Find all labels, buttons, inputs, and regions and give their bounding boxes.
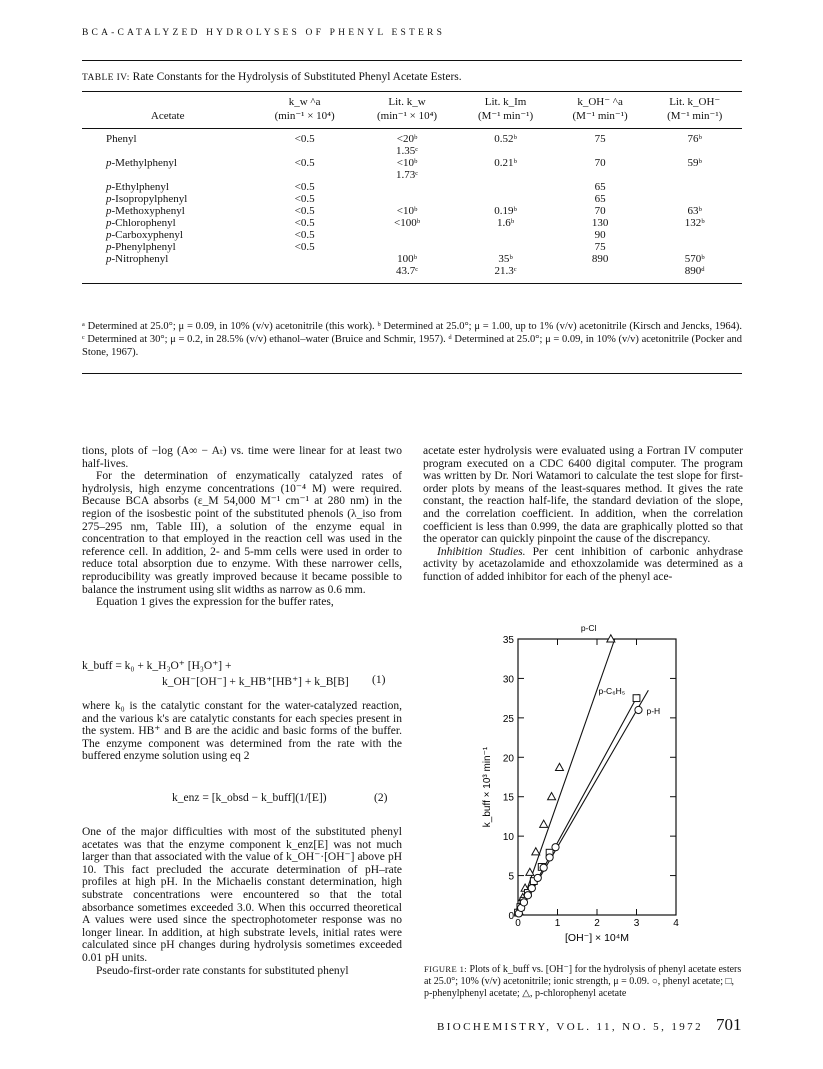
para-prefix: p bbox=[106, 241, 112, 253]
figure-label: FIGURE 1: bbox=[424, 964, 468, 974]
marker-triangle bbox=[532, 848, 540, 855]
cell-value: <10ᵇ bbox=[396, 157, 418, 169]
figure-1-chart bbox=[460, 625, 710, 955]
cell-value: 132ᵇ bbox=[684, 217, 705, 229]
table-row bbox=[82, 241, 742, 253]
cell-value: <20ᵇ bbox=[396, 133, 418, 145]
table-row bbox=[82, 217, 742, 229]
header-label: k_w ^a bbox=[288, 96, 321, 108]
table-header-row bbox=[82, 91, 742, 129]
y-tick-label: 0 bbox=[508, 911, 514, 922]
chart-labels bbox=[482, 625, 660, 944]
table-cell-kw: <0.5 bbox=[294, 217, 315, 229]
para-prefix: p bbox=[106, 157, 112, 169]
header-label: Acetate bbox=[150, 110, 185, 122]
table-header-cell bbox=[356, 91, 458, 129]
table-cell-kw: <0.5 bbox=[294, 241, 315, 253]
x-tick-label: 4 bbox=[673, 918, 679, 929]
section-rule bbox=[82, 373, 742, 374]
header-unit: (M⁻¹ min⁻¹) bbox=[477, 110, 534, 122]
y-tick-label: 30 bbox=[502, 674, 514, 686]
cell-value: <100ᵇ bbox=[393, 217, 421, 229]
table-cell-koh: 65 bbox=[594, 193, 606, 205]
table-cell-litkim bbox=[458, 193, 553, 205]
cell-value: 63ᵇ bbox=[687, 205, 702, 217]
rate-constants-table bbox=[82, 91, 742, 281]
table-cell-kw: <0.5 bbox=[294, 157, 315, 169]
table-cell-name: p-Chlorophenyl bbox=[106, 217, 176, 229]
header-unit: (M⁻¹ min⁻¹) bbox=[572, 110, 628, 122]
table-label: TABLE IV: bbox=[82, 73, 130, 83]
para-prefix: p bbox=[106, 229, 112, 241]
para-prefix: p bbox=[106, 205, 112, 217]
paragraph: tions, plots of −log (A∞ − Aₜ) vs. time were linear for at least two half-lives. bbox=[82, 445, 402, 470]
table-cell-litkim bbox=[458, 181, 553, 193]
table-row bbox=[82, 253, 742, 281]
table-cell-litkoh bbox=[647, 217, 742, 229]
table-cell-name: p-Carboxyphenyl bbox=[106, 229, 183, 241]
header-label: Lit. k_Im bbox=[484, 96, 527, 108]
marker-circle bbox=[552, 844, 559, 851]
table-cell-koh: 70 bbox=[594, 157, 606, 169]
paragraph: For the determination of enzymatically catalyzed rates of hydrolysis, high enzyme concentrations (10⁻⁴ M) were required. Because BCA absorbs (ε_M 54,000 M⁻¹ cm⁻¹ at 280 nm) in the region of the isosbestic point of the substituted phenols (λ_iso from 275–295 nm, Table III), a solution of the enzyme equal in concentration to that employed in the reaction cell was used in the reference cell. In addition, 2- and 5-mm cells were used in order to reduce total absorption due to enzyme. With these narrower cells, reproducibility was greatly improved because it became possible to balance the instrument using slit widths as narrow as 0.6 mm. bbox=[82, 470, 402, 596]
table-cell-name: p-Phenylphenyl bbox=[106, 241, 176, 253]
x-tick-label: 1 bbox=[554, 918, 561, 929]
table-cell-litkw bbox=[356, 205, 458, 217]
left-column-bottom bbox=[82, 826, 402, 977]
x-tick-label: 2 bbox=[594, 918, 600, 929]
table-row bbox=[82, 181, 742, 193]
header-unit: (M⁻¹ min⁻¹) bbox=[667, 110, 723, 122]
table-header-cell bbox=[253, 91, 355, 129]
table-cell-name: p-Nitrophenyl bbox=[106, 253, 169, 265]
paragraph-text: Per cent inhibition of carbonic anhydrase activity by acetazolamide and ethoxzolamide was determined as a function of added inhibitor for each of the phenyl ace- bbox=[423, 545, 743, 583]
y-tick-label: 5 bbox=[508, 871, 514, 883]
left-column-mid bbox=[82, 700, 402, 763]
table-cell-litkoh bbox=[647, 193, 742, 205]
table-row bbox=[82, 157, 742, 181]
table-cell-litkoh bbox=[647, 181, 742, 193]
table-cell-litkw bbox=[356, 129, 458, 158]
figure-caption-text: Plots of k_buff vs. [OH⁻] for the hydrolysis of phenyl acetate esters at 25.0°; 10% (v/v) acetonitrile; ionic strength, μ = 0.09. ○, phenyl acetate; □, p-phenylphenyl acetate; △, p-chlorophenyl acetate bbox=[424, 964, 742, 999]
cell-value: 76ᵇ bbox=[687, 133, 702, 145]
figure-caption bbox=[424, 963, 742, 1000]
marker-triangle bbox=[555, 763, 563, 770]
table-cell-litkoh bbox=[647, 229, 742, 241]
y-tick-label: 15 bbox=[502, 792, 514, 804]
table-cell-litkim: 1.6ᵇ bbox=[496, 217, 515, 229]
table-footnote: ᵃ Determined at 25.0°; μ = 0.09, in 10% (v/v) acetonitrile (this work). ᵇ Determined at 25.0°; μ = 1.00, up to 1% (v/v) acetonitrile (Kirsch and Jencks, 1964). ᶜ Determined at 30°; μ = 0.2, in 28.5% (v/v) ethanol–water (Bruice and Schmir, 1957). ᵈ Determined at 25.0°; μ = 0.09, in 10% (v/v) acetonitrile (Pocker and Stone, 1967). bbox=[82, 321, 742, 358]
equation-2: k_enz = [k_obsd − k_buff](1/[E]) bbox=[172, 792, 327, 804]
table-cell-litkw bbox=[356, 193, 458, 205]
cell-value: 43.7ᶜ bbox=[396, 265, 419, 277]
marker-circle bbox=[528, 885, 535, 892]
table-cell-kw: <0.5 bbox=[294, 193, 315, 205]
table-cell-litkw bbox=[356, 217, 458, 229]
table-cell-litkoh bbox=[647, 205, 742, 217]
table-cell-litkim: 35ᵇ 21.3ᶜ bbox=[494, 253, 517, 277]
marker-circle bbox=[635, 706, 642, 713]
left-column bbox=[82, 445, 402, 609]
para-prefix: p bbox=[106, 181, 112, 193]
right-column bbox=[423, 445, 743, 584]
table-title: Rate Constants for the Hydrolysis of Substituted Phenyl Acetate Esters. bbox=[132, 71, 462, 83]
table-cell-litkoh bbox=[647, 253, 742, 281]
header-unit: (min⁻¹ × 10⁴) bbox=[376, 110, 438, 122]
table-cell-koh: 75 bbox=[594, 241, 606, 253]
table-caption bbox=[82, 71, 462, 83]
para-prefix: p bbox=[106, 217, 112, 229]
table-cell-koh: 890 bbox=[591, 253, 609, 265]
header-label: k_OH⁻ ^a bbox=[577, 96, 623, 108]
table-cell-kw: <0.5 bbox=[294, 229, 315, 241]
table-row bbox=[82, 129, 742, 158]
header-label: Lit. k_OH⁻ bbox=[669, 96, 721, 108]
journal-footer: BIOCHEMISTRY, VOL. 11, NO. 5, 1972 bbox=[437, 1021, 703, 1033]
table-cell-name: p-Methylphenyl bbox=[106, 157, 177, 169]
table-cell-name: p-Methoxyphenyl bbox=[106, 205, 185, 217]
cell-value: 570ᵇ bbox=[684, 253, 705, 265]
table-cell-litkim: 0.52ᵇ bbox=[494, 133, 517, 145]
table-cell-kw: <0.5 bbox=[294, 181, 315, 193]
series-label: p-C₆H₅ bbox=[598, 686, 626, 697]
para-prefix: p bbox=[106, 253, 112, 265]
table-cell-litkoh bbox=[647, 129, 742, 158]
marker-circle bbox=[524, 892, 531, 899]
cell-value: 890ᵈ bbox=[684, 265, 705, 277]
marker-circle bbox=[540, 864, 547, 871]
cell-value: 59ᵇ bbox=[687, 157, 702, 169]
table-cell-koh: 130 bbox=[591, 217, 609, 229]
table-row bbox=[82, 193, 742, 205]
table-cell-koh: 90 bbox=[594, 229, 606, 241]
paragraph: acetate ester hydrolysis were evaluated using a Fortran IV computer program executed on a CDC 6400 digital computer. The program was written by Dr. Nori Watamori to calculate the test slope for first-order plots by means of the least-squares method. It gives the rate constant, the reaction half-life, the standard deviation of the slope, and the correlation coefficient. In addition, when the correlation coefficient is less than 0.999, the data are graphically plotted so that the operator can quickly pinpoint the cause of the discrepancy. bbox=[423, 445, 743, 546]
table-cell-litkw bbox=[356, 157, 458, 181]
cell-value: <10ᵇ bbox=[396, 205, 418, 217]
table-header-cell bbox=[458, 91, 553, 129]
equation-2-number: (2) bbox=[374, 792, 388, 804]
paragraph: One of the major difficulties with most of the substituted phenyl acetates was that the enzyme component k_enz[E] was not much larger than that associated with the value of k_OH⁻·[OH⁻] above pH 10. This fact precluded the accurate determination of pH–rate profiles at high pH. In the Michaelis constant determination, high substrate concentrations were encountered so that the total absorbance sometimes exceeded 3.0. When this occurred theoretical A values were used since the spectrophotometer response was no longer linear. In addition, at high substrate levels, initial rates were calculated since pH changes during hydrolysis sometimes exceeded 0.01 pH units. bbox=[82, 826, 402, 964]
y-axis-label: k_buff × 10³ min⁻¹ bbox=[482, 746, 493, 828]
table-cell-litkw bbox=[356, 241, 458, 253]
table-header-cell bbox=[553, 91, 648, 129]
x-tick-label: 3 bbox=[633, 918, 640, 929]
x-tick-label: 0 bbox=[515, 918, 521, 929]
y-tick-label: 20 bbox=[502, 753, 514, 765]
table-cell-name: p-Ethylphenyl bbox=[106, 181, 169, 193]
marker-square bbox=[633, 695, 640, 702]
para-prefix: p bbox=[106, 193, 112, 205]
table-cell-litkoh bbox=[647, 157, 742, 181]
table-bottom-rule bbox=[82, 283, 742, 284]
header-unit: (min⁻¹ × 10⁴) bbox=[274, 110, 335, 122]
cell-value: 1.73ᶜ bbox=[396, 169, 419, 181]
table-cell-litkim: 0.19ᵇ bbox=[494, 205, 517, 217]
table-row bbox=[82, 229, 742, 241]
equation-1-line2: k_OH⁻[OH⁻] + k_HB⁺[HB⁺] + k_B[B] bbox=[162, 676, 349, 688]
series-label: p-H bbox=[646, 705, 661, 716]
marker-circle bbox=[546, 854, 553, 861]
table-row bbox=[82, 205, 742, 217]
chart-markers bbox=[515, 635, 642, 917]
paragraph: Equation 1 gives the expression for the buffer rates, bbox=[96, 596, 334, 609]
table-cell-litkim bbox=[458, 241, 553, 253]
table-cell-kw bbox=[253, 253, 355, 281]
top-rule bbox=[82, 60, 742, 61]
table-cell-kw: <0.5 bbox=[294, 205, 315, 217]
running-head: BCA-CATALYZED HYDROLYSES OF PHENYL ESTERS bbox=[82, 28, 446, 38]
page-number: 701 bbox=[716, 1015, 742, 1034]
marker-triangle bbox=[548, 793, 556, 800]
table-cell-litkim: 0.21ᵇ bbox=[494, 157, 517, 169]
paragraph: Pseudo-first-order rate constants for substituted phenyl bbox=[96, 964, 349, 977]
table-body bbox=[82, 129, 742, 282]
paragraph bbox=[423, 546, 743, 584]
table-cell-kw: <0.5 bbox=[294, 133, 315, 145]
y-tick-label: 25 bbox=[502, 713, 514, 725]
table-cell-litkw bbox=[356, 253, 458, 281]
table-cell-koh: 75 bbox=[594, 133, 606, 145]
marker-circle bbox=[534, 874, 541, 881]
chart-fit-lines bbox=[518, 639, 648, 915]
paragraph: where k₀ is the catalytic constant for the water-catalyzed reaction, and the various k's are catalytic constants for each species present in the system. HB⁺ and B are the acidic and basic forms of the buffer. The enzyme component was determined from the rate with the buffered enzyme solution using eq 2 bbox=[82, 700, 402, 763]
table-cell-name: Phenyl bbox=[106, 133, 137, 145]
table-cell-koh: 70 bbox=[594, 205, 606, 217]
series-label: p-Cl bbox=[580, 625, 597, 633]
table-cell-litkw bbox=[356, 181, 458, 193]
equation-1-line1: k_buff = k₀ + k_H₃O⁺ [H₃O⁺] + bbox=[82, 660, 232, 672]
header-label: Lit. k_w bbox=[388, 96, 426, 108]
table-cell-koh: 65 bbox=[594, 181, 606, 193]
x-axis-label: [OH⁻] × 10⁴M bbox=[564, 932, 630, 944]
marker-triangle bbox=[540, 820, 548, 827]
section-heading: Inhibition Studies. bbox=[437, 545, 526, 558]
cell-value: 100ᵇ bbox=[397, 253, 417, 265]
table-cell-litkim bbox=[458, 229, 553, 241]
equation-1-number: (1) bbox=[372, 674, 386, 686]
cell-value: 1.35ᶜ bbox=[396, 145, 419, 157]
table-cell-name: p-Isopropylphenyl bbox=[106, 193, 188, 205]
table-cell-litkw bbox=[356, 229, 458, 241]
table-header-cell bbox=[82, 91, 253, 129]
marker-circle bbox=[520, 899, 527, 906]
table-header-cell bbox=[647, 91, 742, 129]
table-cell-litkoh bbox=[647, 241, 742, 253]
y-tick-label: 10 bbox=[502, 832, 514, 844]
y-tick-label: 35 bbox=[502, 635, 514, 646]
